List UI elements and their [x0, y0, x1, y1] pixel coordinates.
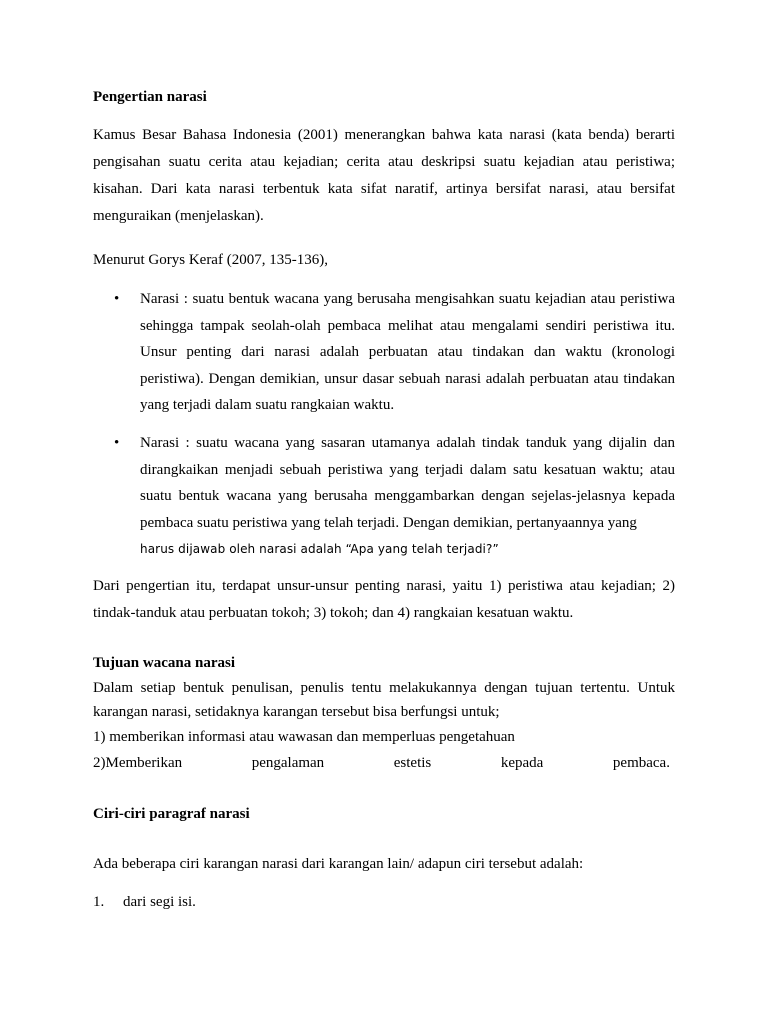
bullet-icon: •	[114, 291, 120, 307]
tujuan-item-1: 1) memberikan informasi atau wawasan dan memperluas pengetahuan	[93, 729, 515, 745]
gorys-keraf-intro: Menurut Gorys Keraf (2007, 135-136),	[93, 252, 328, 268]
tujuan-item-2-word: kepada	[500, 755, 544, 771]
heading-tujuan-wacana-narasi: Tujuan wacana narasi	[93, 655, 235, 671]
bullet-item-2-question: harus dijawab oleh narasi adalah “Apa yang telah terjadi?”	[140, 542, 499, 556]
tujuan-item-2-word: estetis	[393, 755, 432, 771]
ciri-intro: Ada beberapa ciri karangan narasi dari karangan lain/ adapun ciri tersebut adalah:	[93, 856, 584, 872]
paragraph-tujuan: Dalam setiap bentuk penulisan, penulis tentu melakukannya dengan tujuan tertentu. Untuk karangan narasi, setidaknya karangan tersebut bisa berfungsi untuk;	[93, 680, 675, 720]
heading-ciri-ciri-paragraf-narasi: Ciri-ciri paragraf narasi	[93, 806, 250, 822]
bullet-item-1: Narasi : suatu bentuk wacana yang berusaha mengisahkan suatu kejadian atau peristiwa sehingga tampak seolah-olah pembaca melihat atau mengalami sendiri peristiwa itu. Unsur penting dari narasi adalah perbuatan atau tindakan dan waktu (kronologi peristiwa). Dengan demikian, unsur dasar sebuah narasi adalah perbuatan atau tindakan yang terjadi dalam suatu rangkaian waktu.	[140, 291, 675, 413]
tujuan-item-2-word: 2)Memberikan	[93, 755, 183, 771]
bullet-item-2-text: Narasi : suatu wacana yang sasaran utamanya adalah tindak tanduk yang dijalin dan dirangkaikan menjadi sebuah peristiwa yang terjadi dalam satu kesatuan waktu; atau suatu bentuk wacana yang berusaha menggambarkan dengan sejelas-jelasnya kepada pembaca suatu peristiwa yang telah terjadi. Dengan demikian, pertanyaannya yang	[140, 435, 675, 531]
tujuan-item-2-word: pengalaman	[251, 755, 325, 771]
bullet-item-2	[140, 430, 675, 563]
tujuan-item-2	[93, 751, 670, 775]
list-number: 1.	[93, 894, 105, 910]
ciri-list-item-1	[93, 893, 196, 911]
list-item-text: dari segi isi.	[123, 894, 196, 910]
paragraph-summary: Dari pengertian itu, terdapat unsur-unsur penting narasi, yaitu 1) peristiwa atau kejadian; 2) tindak-tanduk atau perbuatan tokoh; 3) tokoh; dan 4) rangkaian kesatuan waktu.	[93, 578, 675, 621]
paragraph-definition: Kamus Besar Bahasa Indonesia (2001) menerangkan bahwa kata narasi (kata benda) berarti pengisahan suatu cerita atau kejadian; cerita atau deskripsi suatu kejadian atau peristiwa; kisahan. Dari kata narasi terbentuk kata sifat naratif, artinya bersifat narasi, atau bersifat menguraikan (menjelaskan).	[93, 127, 675, 224]
tujuan-item-2-word: pembaca.	[612, 755, 670, 771]
heading-pengertian-narasi: Pengertian narasi	[93, 89, 207, 105]
bullet-icon: •	[114, 435, 120, 451]
